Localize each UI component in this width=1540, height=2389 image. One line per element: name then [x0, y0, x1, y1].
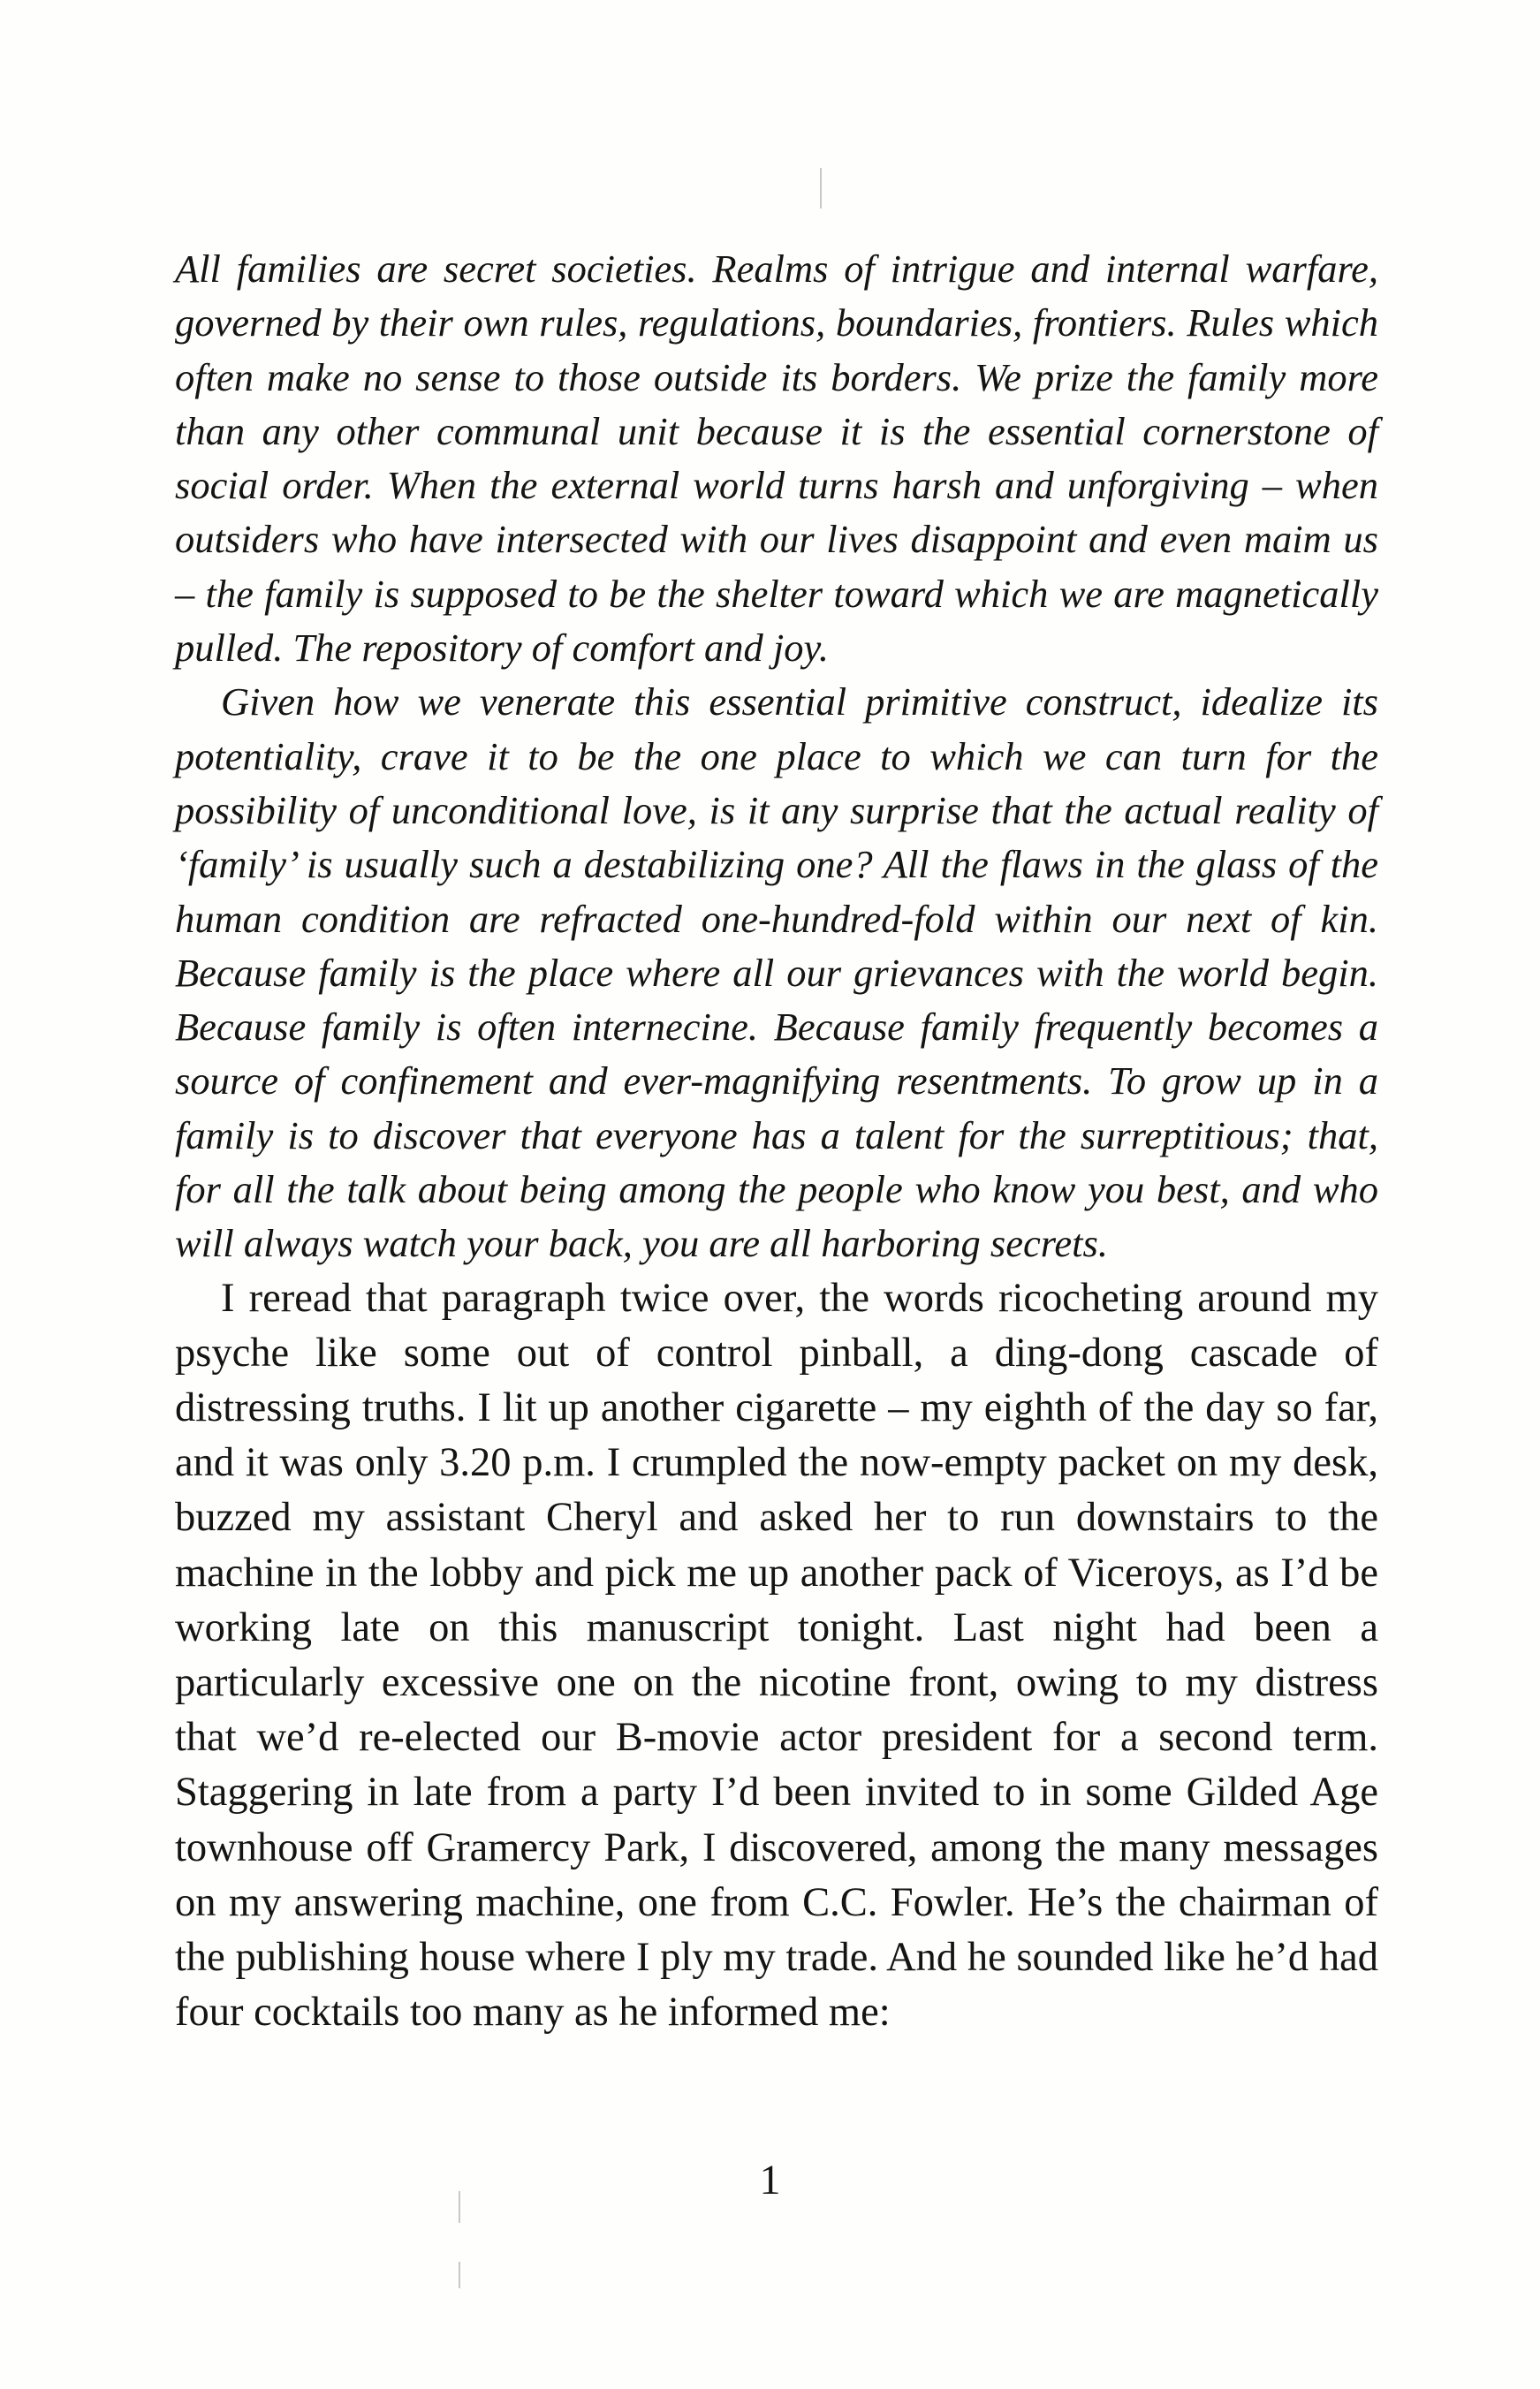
- epigraph-paragraph-1: All families are secret societies. Realms of intrigue and internal warfare, governed by their own rules, regulations, boundaries, frontiers. Rules which often make no sense to those outside its borders. We prize the family more than any other communal unit because it is the essential cornerstone of social order. When the external world turns harsh and unforgiving – when outsiders who have intersected with our lives disappoint and even maim us – the family is supposed to be the shelter toward which we are magnetically pulled. The repository of comfort and joy.: [175, 246, 1378, 671]
- scan-mark: [820, 168, 822, 209]
- scan-mark: [459, 2262, 460, 2288]
- epigraph-paragraph-2: Given how we venerate this essential primitive construct, idealize its potentiality, crave it to be the one place to which we can turn for the possibility of unconditional love, is it any surprise that the actual reality of ‘family’ is usually such a destabilizing one? All the flaws in the glass of the human condition are refracted one-hundred-fold within our next of kin. Because family is the place where all our grievances with the world begin. Because family is often internecine. Because family frequently becomes a source of confinement and ever-magnifying resentments. To grow up in a family is to discover that everyone has a talent for the surreptitious; that, for all the talk about being among the people who know you best, and who will always watch your back, you are all harboring secrets.: [175, 679, 1378, 1266]
- body-text: [175, 242, 1378, 2040]
- page-number: 1: [759, 2157, 781, 2203]
- narrative-paragraph: I reread that paragraph twice over, the words ricocheting around my psyche like some out of control pinball, a ding-dong cascade of distressing truths. I lit up another cigarette – my eighth of the day so far, and it was only 3.20 p.m. I crumpled the now-empty packet on my desk, buzzed my assistant Cheryl and asked her to run downstairs to the machine in the lobby and pick me up another pack of Viceroys, as I’d be working late on this manuscript tonight. Last night had been a particularly excessive one on the nicotine front, owing to my distress that we’d re-elected our B-movie actor president for a second term. Staggering in late from a party I’d been invited to in some Gilded Age townhouse off Gramercy Park, I discovered, among the many messages on my answering machine, one from C.C. Fowler. He’s the chairman of the publishing house where I ply my trade. And he sounded like he’d had four cocktails too many as he informed me:: [175, 1275, 1378, 2036]
